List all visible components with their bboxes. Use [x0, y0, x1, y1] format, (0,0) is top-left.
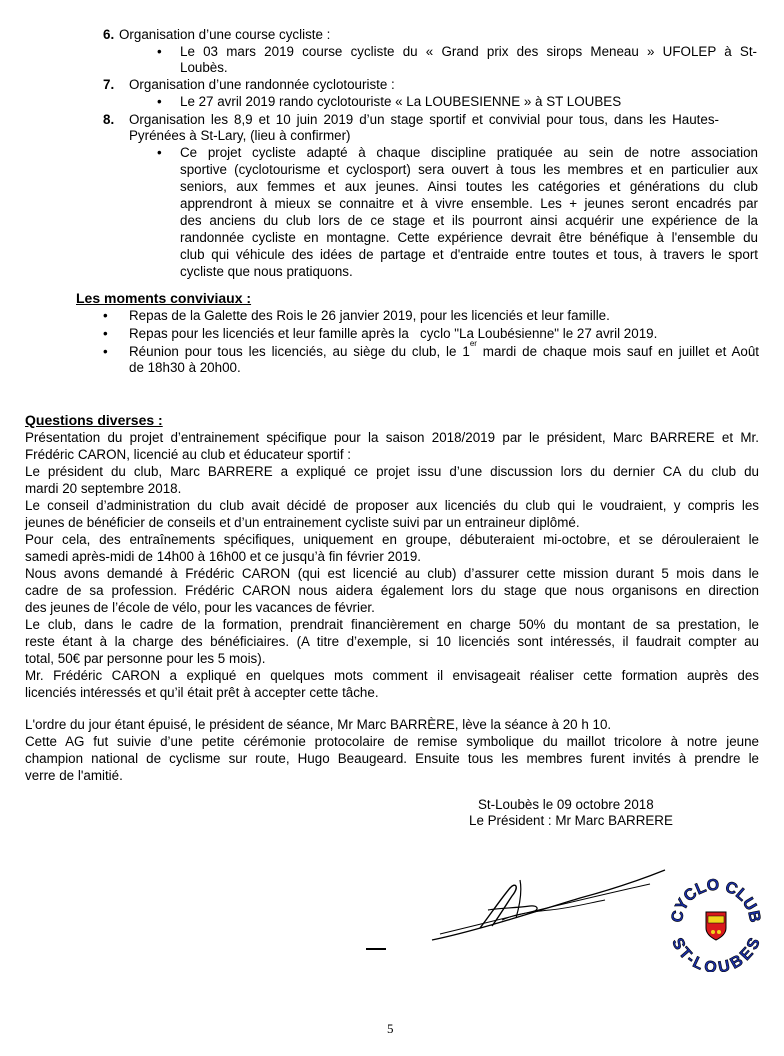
bullet-line: Le 27 avril 2019 rando cyclotouriste « La LOUBESIENNE » à ST LOUBES	[180, 94, 622, 109]
list-item: Repas pour les licenciés et leur famille après la cyclo "La Loubésienne" le 27 avril 2019.	[129, 326, 658, 341]
questions-body	[25, 429, 759, 701]
paragraph-line: Mr. Frédéric CARON a expliqué en quelques mots comment il envisageait réaliser cette formation auprès des	[25, 668, 759, 683]
bullet-icon: •	[103, 308, 108, 323]
closing-body	[25, 716, 759, 784]
paragraph-line: L'ordre du jour étant épuisé, le président de séance, Mr Marc BARRÈRE, lève la séance à 20 h 10.	[25, 717, 612, 732]
list-item-text: mardi de chaque mois sauf en juillet et Août	[476, 344, 760, 359]
paragraph-line: licenciés intéressés et qu’il était prêt à accepter cette tâche.	[25, 685, 379, 700]
paragraph-line: Le club, dans le cadre de la formation, prendrait financièrement en charge 50% du montant de sa prestation, le	[25, 617, 759, 632]
paragraph-line: verre de l'amitié.	[25, 768, 123, 783]
paragraph-line: mardi 20 septembre 2018.	[25, 481, 182, 496]
place-date: St-Loubès le 09 octobre 2018	[478, 797, 654, 812]
paragraph-line: sportive (cyclotourisme et cyclosport) sera ouvert à tous les membres et en particulier aux	[180, 162, 758, 177]
paragraph-line: apprendront à mieux se connaitre et à vivre ensemble. Les + jeunes seront encadrés par	[180, 196, 758, 211]
paragraph-line: cadre de sa profession. Frédéric CARON nous aidera également lors du stage que nous organisons en direction	[25, 583, 759, 598]
item-text: Organisation les 8,9 et 10 juin 2019 d’un stage sportif et convivial pour tous, dans les Hautes-	[129, 112, 719, 127]
item-text: Pyrénées à St-Lary, (lieu à confirmer)	[129, 128, 351, 143]
cyclo-club-logo	[668, 876, 764, 972]
signer-name: Le Président : Mr Marc BARRERE	[469, 813, 673, 828]
list-item-continuation: de 18h30 à 20h00.	[129, 360, 241, 375]
bullet-icon: •	[157, 44, 162, 59]
bullet-line: Le 03 mars 2019 course cycliste du « Grand prix des sirops Meneau » UFOLEP à St-	[180, 44, 757, 59]
paragraph-line: Nous avons demandé à Frédéric CARON (qui est licencié au club) d’assurer cette mission durant 5 mois dans le	[25, 566, 759, 581]
bullet-icon: •	[103, 344, 108, 359]
paragraph-line: Frédéric CARON, licencié au club et éducateur sportif :	[25, 447, 351, 462]
paragraph-line: Ce projet cycliste adapté à chaque discipline pratiquée au sein de notre association	[180, 145, 758, 160]
paragraph-line: champion national de cyclisme sur route, Hugo Beaugeard. Ensuite tous les membres furent invités à prendre le	[25, 751, 759, 766]
bullet-line: Loubès.	[180, 60, 228, 75]
paragraph-line: randonnée cycliste en montagne. Cette expérience devrait être bénéfique à l'ensemble du	[180, 230, 758, 245]
paragraph-line: seniors, aux femmes et aux jeunes. Ainsi toutes les catégories et générations du club	[180, 179, 758, 194]
signature-image	[420, 860, 670, 950]
shield-icon	[706, 912, 726, 940]
paragraph-line: jeunes de bénéficier de conseils et d’un entrainement cycliste suivi par un entraineur diplômé.	[25, 515, 580, 530]
paragraph-line: des anciens du club lors de ce stage et ils pourront ainsi acquérir une expérience de la	[180, 213, 758, 228]
superscript: er	[469, 338, 477, 348]
page-number: 5	[387, 1021, 394, 1036]
paragraph-line: cycliste que nous pratiquons.	[180, 264, 353, 279]
paragraph-line: Le conseil d’administration du club avait décidé de proposer aux licenciés du club qui le voudraient, y compris les	[25, 498, 759, 513]
paragraph-line: total, 50€ par personne pour les 5 mois).	[25, 651, 266, 666]
bullet-paragraph	[180, 144, 758, 280]
item-number: 6.	[103, 27, 115, 42]
bullet-icon: •	[157, 145, 162, 160]
bullet-icon: •	[157, 94, 162, 109]
paragraph-line: club qui véhicule des idées de partage et d'entraide entre toutes et tous, à travers le sport	[180, 247, 758, 262]
paragraph-line: samedi après-midi de 14h00 à 16h00 et ce jusqu’à fin février 2019.	[25, 549, 422, 564]
signature-dash	[366, 948, 386, 950]
item-text: Organisation d’une randonnée cyclotouriste :	[129, 77, 395, 92]
list-item	[129, 338, 760, 360]
paragraph-line: reste étant à la charge des bénéficiaires. (A titre d’exemple, si 10 licenciés sont intéressés, il faudrait compter au	[25, 634, 759, 649]
paragraph-line: Le président du club, Marc BARRERE a expliqué ce projet issu d’une discussion lors du dernier CA du club du	[25, 464, 759, 479]
section-title-questions: Questions diverses :	[25, 412, 163, 428]
list-item: Repas de la Galette des Rois le 26 janvier 2019, pour les licenciés et leur famille.	[129, 308, 610, 323]
bullet-icon: •	[103, 326, 108, 341]
paragraph-line: Pour cela, des entraînements spécifiques, uniquement en groupe, débuteraient mi-octobre, et se dérouleraient le	[25, 532, 759, 547]
item-text: Organisation d’une course cycliste :	[119, 27, 331, 42]
logo-bottom-text: ST-LOUBES	[668, 935, 764, 972]
section-title-moments: Les moments conviviaux :	[76, 290, 252, 306]
item-number: 7.	[103, 77, 115, 92]
logo-top-text: CYCLO CLUB	[668, 876, 764, 924]
paragraph-line: Cette AG fut suivie d’une petite cérémonie protocolaire de remise symbolique du maillot tricolore à notre jeune	[25, 734, 759, 749]
paragraph-line: Présentation du projet d’entrainement spécifique pour la saison 2018/2019 par le président, Marc BARRERE et Mr.	[25, 430, 759, 445]
paragraph-line: des jeunes de l’école de vélo, pour les vacances de février.	[25, 600, 375, 615]
list-item-text: Réunion pour tous les licenciés, au siège du club, le 1	[129, 344, 470, 359]
item-number: 8.	[103, 112, 115, 127]
